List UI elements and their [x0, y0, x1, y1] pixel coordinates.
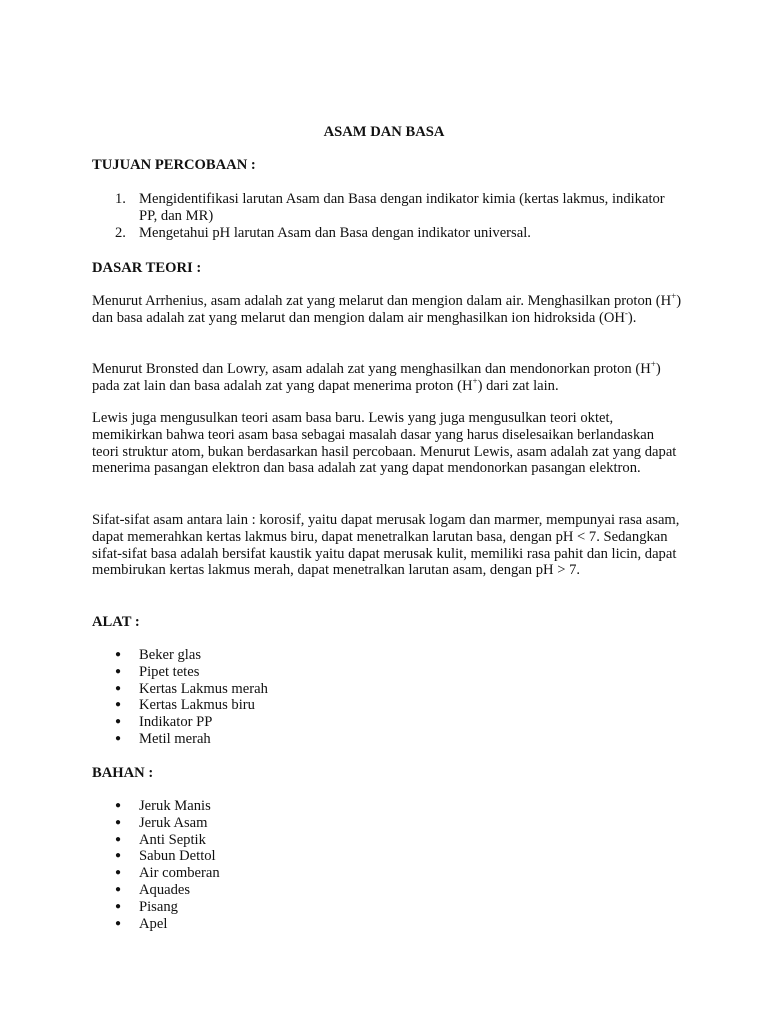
list-item: [92, 865, 492, 882]
list-text: Pisang: [139, 898, 178, 915]
list-item: [92, 798, 492, 815]
list-item: [92, 647, 492, 664]
bullet-icon: ●: [115, 833, 122, 845]
bahan-heading: BAHAN :: [92, 765, 154, 781]
superscript: +: [650, 359, 656, 370]
superscript: +: [671, 291, 677, 302]
list-number: 2.: [115, 224, 126, 241]
list-text: Mengetahui pH larutan Asam dan Basa dengan indikator universal.: [139, 224, 531, 241]
alat-list: [92, 647, 492, 748]
bronsted-lowry-paragraph: [92, 361, 682, 395]
list-item: [92, 681, 492, 698]
bullet-icon: ●: [115, 917, 122, 929]
list-item: [92, 899, 492, 916]
list-item: [92, 191, 682, 225]
bullet-icon: ●: [115, 649, 122, 660]
list-item: [92, 832, 492, 849]
list-text: Kertas Lakmus biru: [139, 697, 255, 714]
lewis-paragraph: Lewis juga mengusulkan teori asam basa baru. Lewis yang juga mengusulkan teori oktet, memikirkan bahwa teori asam basa sebagai masalah dasar yang harus diselesaikan berlandaskan teori struktur atom, bukan berdasarkan hasil percobaan. Menurut Lewis, asam adalah zat yang dapat menerima pasangan elektron dan basa adalah zat yang dapat mendonorkan pasangan elektron.: [92, 410, 677, 477]
text-run: ) dan basa adalah zat yang melarut dan mengion dalam air menghasilkan ion hidroksida (OH: [92, 293, 682, 326]
superscript: -: [624, 307, 628, 318]
list-item: [92, 697, 492, 714]
alat-heading: ALAT :: [92, 614, 140, 630]
list-item: [92, 848, 492, 865]
dasar-teori-heading: DASAR TEORI :: [92, 260, 202, 276]
list-item: [92, 882, 492, 899]
list-item: [92, 664, 492, 681]
bullet-icon: ●: [115, 682, 122, 694]
list-text: Indikator PP: [139, 714, 213, 731]
bullet-icon: ●: [115, 665, 122, 677]
list-text: Air comberan: [139, 865, 220, 882]
list-item: [92, 815, 492, 832]
bullet-icon: ●: [115, 816, 122, 828]
list-text: Apel: [139, 915, 168, 932]
list-text: Mengidentifikasi larutan Asam dan Basa dengan indikator kimia (kertas lakmus, indikator PP, dan MR): [139, 191, 665, 224]
arrhenius-paragraph: [92, 293, 682, 327]
sifat-paragraph: Sifat-sifat asam antara lain : korosif, yaitu dapat merusak logam dan marmer, mempunyai rasa asam, dapat memerahkan kertas lakmus biru, dapat menetralkan larutan basa, dengan pH < 7. Sedangkan sifat-sifat basa adalah bersifat kaustik yaitu dapat merusak kulit, memiliki rasa pahit dan licin, dapat membirukan kertas lakmus merah, dapat menetralkan larutan asam, dengan pH > 7.: [92, 512, 680, 579]
list-text: Sabun Dettol: [139, 848, 216, 865]
bullet-icon: ●: [115, 699, 122, 711]
bullet-icon: ●: [115, 716, 122, 728]
text-run: Menurut Arrhenius, asam adalah zat yang melarut dan mengion dalam air. Menghasilkan proton (H: [92, 293, 672, 309]
list-text: Anti Septik: [139, 831, 206, 848]
superscript: +: [472, 375, 478, 386]
list-text: Pipet tetes: [139, 663, 200, 680]
text-run: Menurut Bronsted dan Lowry, asam adalah zat yang menghasilkan dan mendonorkan proton (H: [92, 361, 651, 377]
text-run: ) pada zat lain dan basa adalah zat yang dapat menerima proton (H: [92, 361, 661, 394]
list-text: Jeruk Asam: [139, 814, 208, 831]
list-item: [92, 225, 682, 242]
bullet-icon: ●: [115, 732, 122, 744]
text-run: ) dari zat lain.: [477, 377, 559, 394]
list-item: [92, 916, 492, 933]
bullet-icon: ●: [115, 867, 122, 879]
tujuan-list: [92, 191, 682, 241]
list-number: 1.: [115, 191, 126, 207]
document-title: ASAM DAN BASA: [323, 124, 445, 140]
tujuan-heading: TUJUAN PERCOBAAN :: [92, 157, 256, 173]
list-item: [92, 731, 492, 748]
bullet-icon: ●: [115, 800, 122, 811]
list-item: [92, 714, 492, 731]
bullet-icon: ●: [115, 883, 122, 895]
list-text: Jeruk Manis: [139, 798, 211, 814]
bullet-icon: ●: [115, 850, 122, 862]
list-text: Metil merah: [139, 730, 211, 747]
list-text: Beker glas: [139, 647, 202, 663]
bahan-list: [92, 798, 492, 932]
bullet-icon: ●: [115, 900, 122, 912]
text-run: ).: [627, 309, 637, 326]
list-text: Kertas Lakmus merah: [139, 680, 268, 697]
list-text: Aquades: [139, 881, 191, 898]
